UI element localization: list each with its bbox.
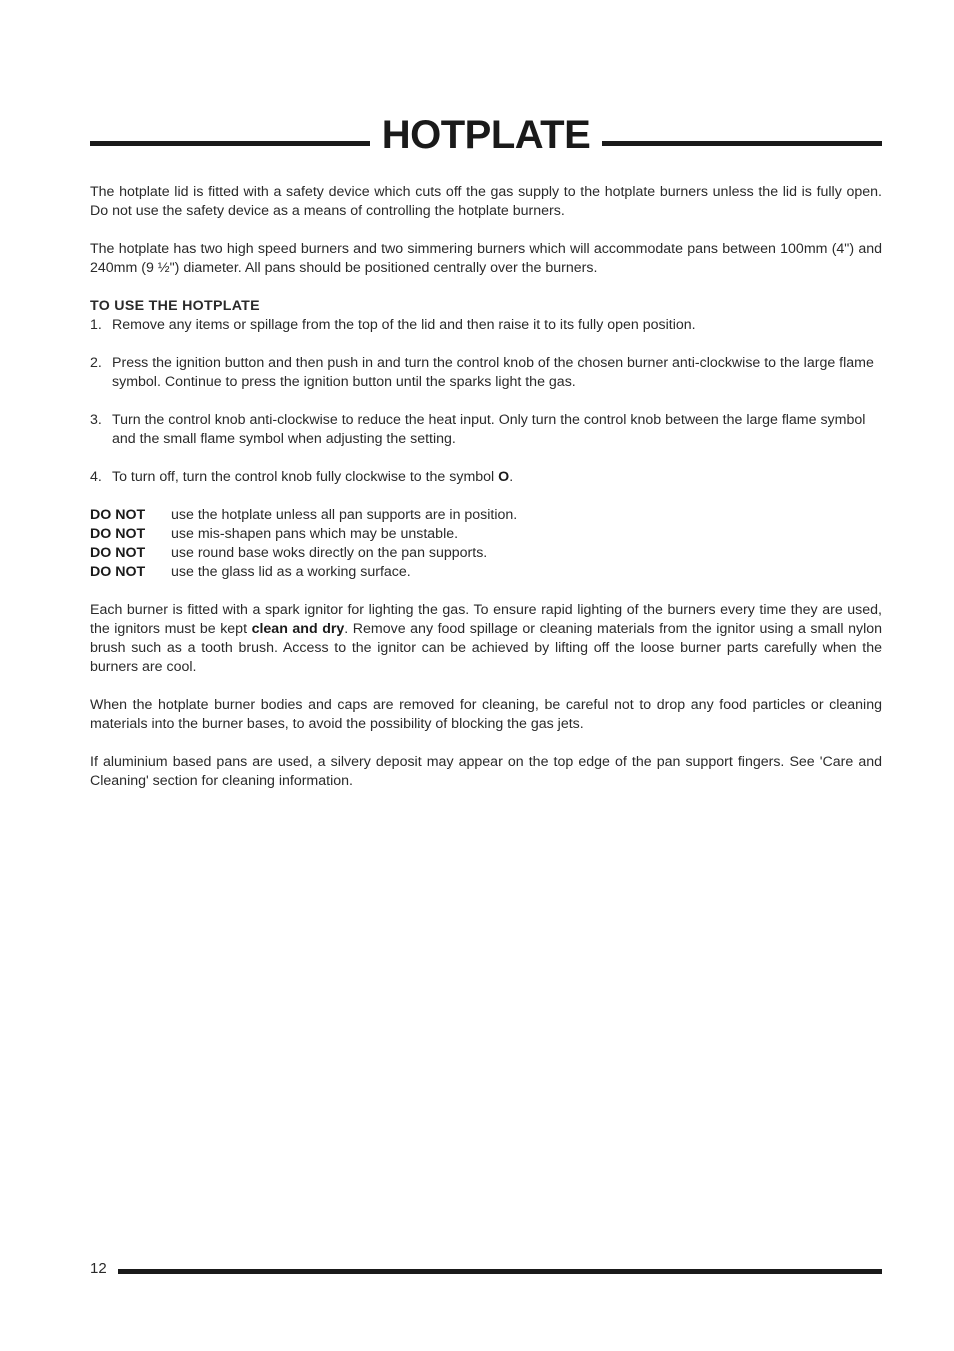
cleaning-paragraph: When the hotplate burner bodies and caps are removed for cleaning, be careful not to drop any food particles or cleaning materials into the burner bases, to avoid the possibility of blocking the gas jets. <box>90 697 882 732</box>
warning-item <box>90 544 882 563</box>
step-text: Turn the control knob anti-clockwise to reduce the heat input. Only turn the control knob between the large flame symbol and the small flame symbol when adjusting the setting. <box>112 412 866 447</box>
section-heading: TO USE THE HOTPLATE <box>90 298 260 314</box>
warning-item <box>90 563 882 582</box>
page-title: HOTPLATE <box>381 113 591 157</box>
warning-text: use the glass lid as a working surface. <box>171 564 411 580</box>
intro-paragraph: The hotplate has two high speed burners and two simmering burners which will accommodate pans between 100mm (4") and 240mm (9 ½") diameter. All pans should be positioned centrally over the burners. <box>90 241 882 276</box>
step-item <box>90 468 882 487</box>
ignitor-text: Each burner is fitted with a spark ignitor for lighting the gas. To ensure rapid lighting of the burners every time they are used, the ignitors must be kept <box>90 602 882 637</box>
warning-text: use the hotplate unless all pan supports are in position. <box>171 507 518 523</box>
warning-label: DO NOT <box>90 545 146 561</box>
page-header <box>90 112 882 158</box>
step-item <box>90 411 882 449</box>
warning-text: use round base woks directly on the pan supports. <box>171 545 488 561</box>
warning-label: DO NOT <box>90 564 146 580</box>
step-number: 4. <box>90 469 102 485</box>
step-number: 3. <box>90 412 102 428</box>
warning-text: use mis-shapen pans which may be unstable. <box>171 526 459 542</box>
steps-list <box>90 316 882 487</box>
step-item <box>90 316 882 335</box>
step-text: Press the ignition button and then push in and turn the control knob of the chosen burner anti-clockwise to the large flame symbol. Continue to press the ignition button until the sparks light the gas. <box>112 355 874 390</box>
warning-item <box>90 525 882 544</box>
step-item <box>90 354 882 392</box>
off-symbol: O <box>498 469 510 485</box>
intro-paragraph: The hotplate lid is fitted with a safety device which cuts off the gas supply to the hotplate burners unless the lid is fully open. Do not use the safety device as a means of controlling the hotplate burners. <box>90 184 882 219</box>
step-text-end: . <box>509 469 514 485</box>
step-text: Remove any items or spillage from the top of the lid and then raise it to its fully open position. <box>112 317 696 333</box>
warning-label: DO NOT <box>90 507 146 523</box>
warnings-list <box>90 506 882 582</box>
footer-rule <box>118 1269 882 1274</box>
step-text: To turn off, turn the control knob fully clockwise to the symbol <box>112 469 499 485</box>
ignitor-paragraph <box>90 601 882 677</box>
ignitor-text-end: . Remove any food spillage or cleaning materials from the ignitor using a small nylon brush such as a tooth brush. Access to the ignitor can be achieved by lifting off the loose burner parts carefully when the burners are cool. <box>90 621 882 675</box>
warning-item <box>90 506 882 525</box>
main-content <box>90 183 882 810</box>
ignitor-emphasis: clean and dry <box>251 621 345 637</box>
aluminium-paragraph: If aluminium based pans are used, a silvery deposit may appear on the top edge of the pan support fingers. See 'Care and Cleaning' section for cleaning information. <box>90 754 882 789</box>
step-number: 1. <box>90 317 102 333</box>
page-number: 12 <box>90 1260 107 1277</box>
step-number: 2. <box>90 355 102 371</box>
warning-label: DO NOT <box>90 526 146 542</box>
